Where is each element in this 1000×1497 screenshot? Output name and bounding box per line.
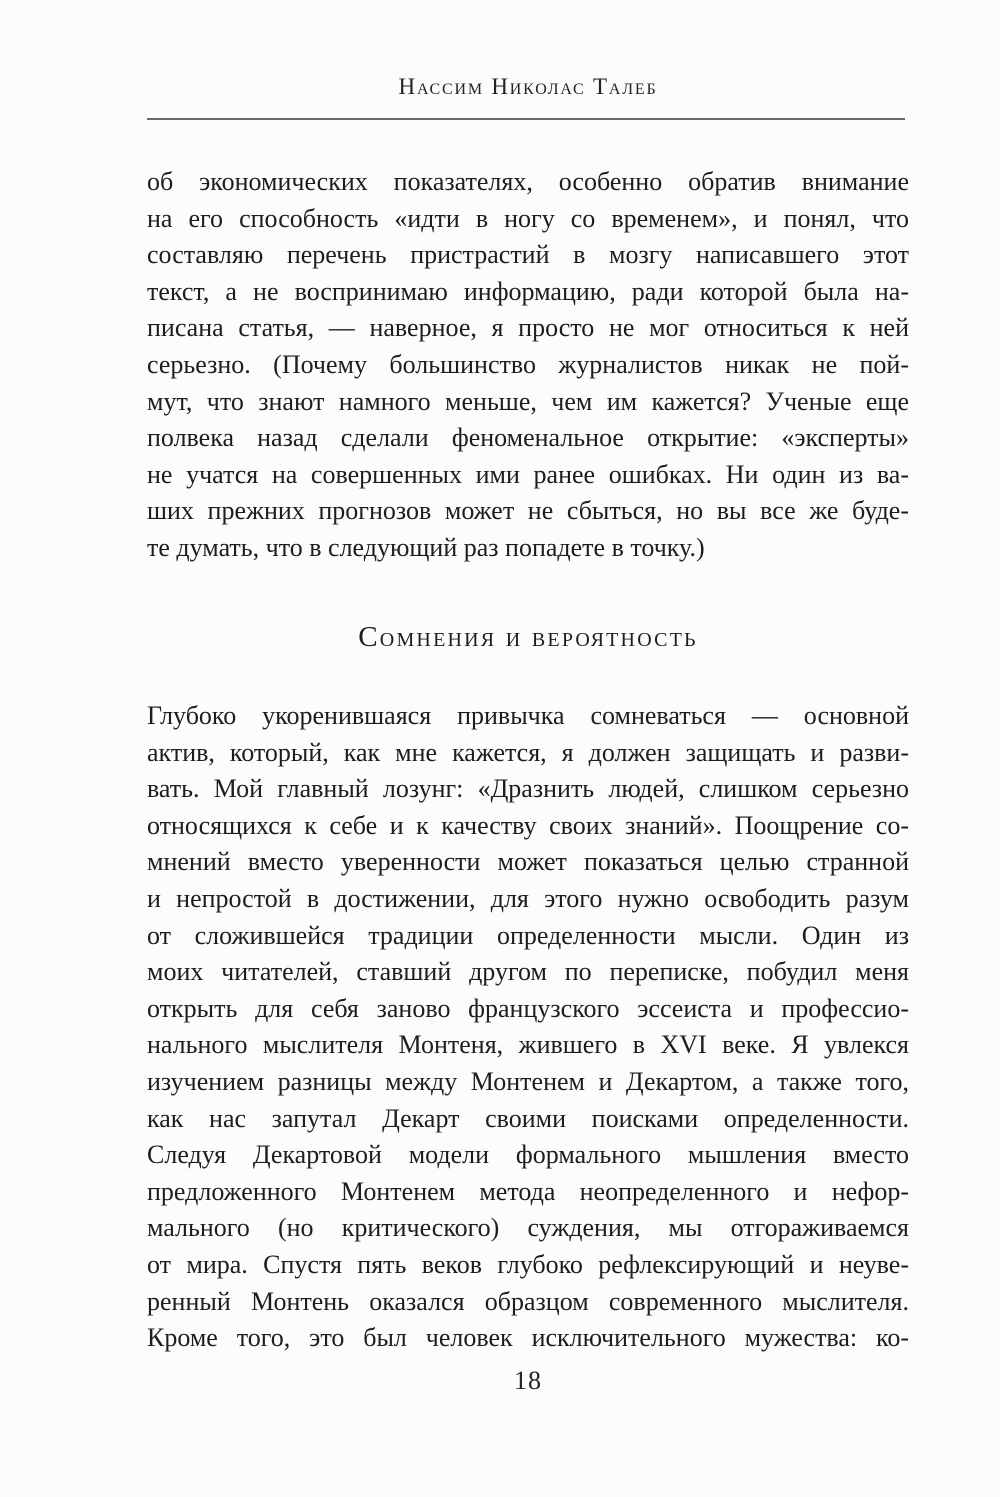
text-line: мнений вместо уверенности может показаться целью странной	[147, 847, 909, 877]
text-line: Следуя Декартовой модели формального мышления вместо	[147, 1140, 909, 1170]
text-line: серьезно. (Почему большинство журналистов никак не пой-	[147, 349, 909, 379]
text-line: не учатся на совершенных ими ранее ошибках. Ни один из ва-	[147, 459, 909, 489]
text-line: ших прежних прогнозов может не сбыться, но вы все же буде-	[147, 496, 909, 526]
text-line: Кроме того, это был человек исключительного мужества: ко-	[147, 1323, 909, 1353]
text-line: моих читателей, ставший другом по переписке, побудил меня	[147, 957, 909, 987]
text-line: предложенного Монтенем метода неопределенного и нефор-	[147, 1176, 909, 1206]
text-line: на его способность «идти в ногу со временем», и понял, что	[147, 203, 909, 233]
text-line: об экономических показателях, особенно обратив внимание	[147, 167, 909, 196]
text-line: как нас запутал Декарт своими поисками определенности.	[147, 1103, 909, 1133]
text-line: и непростой в достижении, для этого нужно освободить разум	[147, 883, 909, 913]
text-line: мального (но критического) суждения, мы отгораживаемся	[147, 1213, 909, 1243]
text-line: ренный Монтень оказался образцом современного мыслителя.	[147, 1286, 909, 1316]
text-line: вать. Мой главный лозунг: «Дразнить людей, слишком серьезно	[147, 774, 909, 804]
text-line: писана статья, — наверное, я просто не мог относиться к ней	[147, 313, 909, 343]
text-line: те думать, что в следующий раз попадете в точку.)	[147, 532, 705, 562]
header-rule	[147, 118, 905, 120]
text-line: от сложившейся традиции определенности мысли. Один из	[147, 920, 909, 950]
text-line: открыть для себя заново французского эссеиста и профессио-	[147, 993, 909, 1023]
page-number: 18	[514, 1366, 542, 1395]
paragraph-continued	[147, 164, 909, 567]
paragraph-body	[147, 698, 909, 1357]
text-line: составляю перечень пристрастий в мозгу написавшего этот	[147, 240, 909, 270]
running-head: Нассим Николас Талеб	[398, 74, 658, 99]
text-line: Глубоко укоренившаяся привычка сомневаться — основной	[147, 701, 909, 730]
text-line: нального мыслителя Монтеня, жившего в XVI веке. Я увлекся	[147, 1030, 909, 1060]
text-line: мут, что знают намного меньше, чем им кажется? Ученые еще	[147, 386, 909, 416]
text-line: актив, который, как мне кажется, я должен защищать и разви-	[147, 737, 909, 767]
text-line: изучением разницы между Монтенем и Декартом, а также того,	[147, 1066, 909, 1096]
text-line: текст, а не воспринимаю информацию, ради которой была на-	[147, 276, 909, 306]
section-heading: Сомнения и вероятность	[358, 621, 698, 653]
text-line: от мира. Спустя пять веков глубоко рефлексирующий и неуве-	[147, 1249, 909, 1279]
text-line: полвека назад сделали феноменальное открытие: «эксперты»	[147, 423, 909, 453]
text-line: относящихся к себе и к качеству своих знаний». Поощрение со-	[147, 810, 909, 840]
